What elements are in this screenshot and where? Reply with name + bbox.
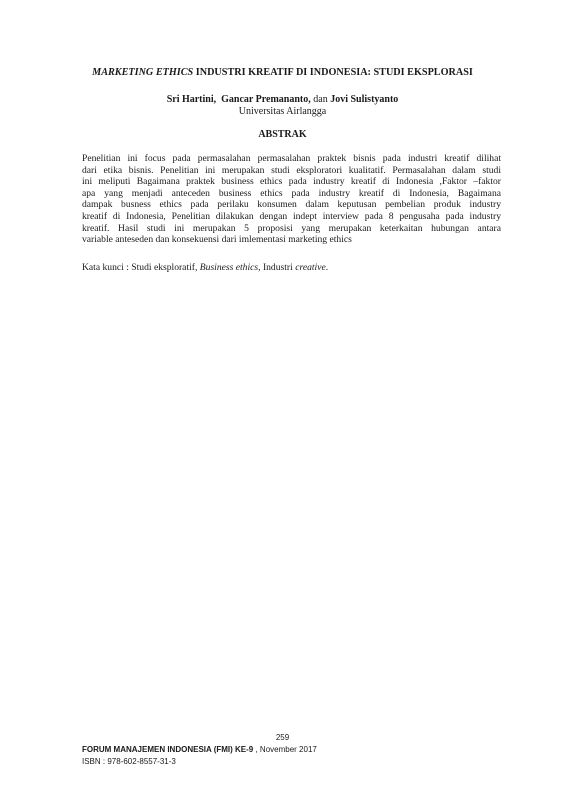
abstract-line: dari etika bisnis. Penelitian ini merupakan studi eksploratori kualitatif. Permasalahan dalam studi: [82, 164, 501, 176]
paper-title: [40, 67, 525, 78]
abstract-line: kreatif di Indonesia, Penelitian dilakukan dengan indept interview pada 8 pengusaha pada industry: [82, 210, 501, 222]
footer-forum-date: , November 2017: [253, 745, 317, 754]
abstract-line: apa yang menjadi anteceden business ethics pada industry kreatif di Indonesia, Bagaimana: [82, 187, 501, 199]
keywords-end: .: [325, 262, 329, 273]
page-number: 259: [275, 733, 290, 742]
keyword-text: Industri: [260, 262, 296, 273]
abstract-line: Penelitian ini focus pada permasalahan permasalahan praktek bisnis pada industri kreatif dilihat: [82, 153, 501, 164]
abstract-body: [82, 153, 501, 246]
abstract-line: kreatif. Hasil studi ini merupakan 5 proposisi yang merupakan keterkaitan hubungan antara: [82, 222, 501, 234]
title-rest: INDUSTRI KREATIF DI INDONESIA: STUDI EKSPLORASI: [193, 67, 473, 78]
author-separator: dan: [310, 94, 331, 105]
title-italic-part: MARKETING ETHICS: [92, 67, 194, 78]
footer-forum: [82, 745, 317, 754]
author-list: [40, 94, 525, 105]
keyword-italic: Business ethics,: [199, 262, 261, 273]
author-name: Jovi Sulistyanto: [330, 94, 399, 105]
keyword-italic: creative: [295, 262, 326, 273]
keywords-prefix: Kata kunci : Studi eksploratif,: [82, 262, 200, 273]
affiliation: Universitas Airlangga: [238, 106, 327, 117]
keywords: [82, 262, 328, 273]
abstract-line: variable anteseden dan konsekuensi dari imlementasi marketing ethics: [82, 234, 352, 246]
footer-forum-name: FORUM MANAJEMEN INDONESIA (FMI) KE-9: [82, 745, 254, 754]
footer-isbn: ISBN : 978-602-8557-31-3: [82, 757, 176, 766]
abstract-line: dampak busness ethics pada perilaku konsumen dalam keputusan pembelian produk industry: [82, 199, 501, 211]
abstract-line: ini meliputi Bagaimana praktek business ethics pada industry kreatif di Indonesia ,Faktor –faktor: [82, 176, 501, 188]
author-name: Sri Hartini,: [166, 94, 217, 105]
abstract-heading: ABSTRAK: [258, 129, 307, 140]
author-name: Gancar Premananto,: [221, 94, 311, 105]
